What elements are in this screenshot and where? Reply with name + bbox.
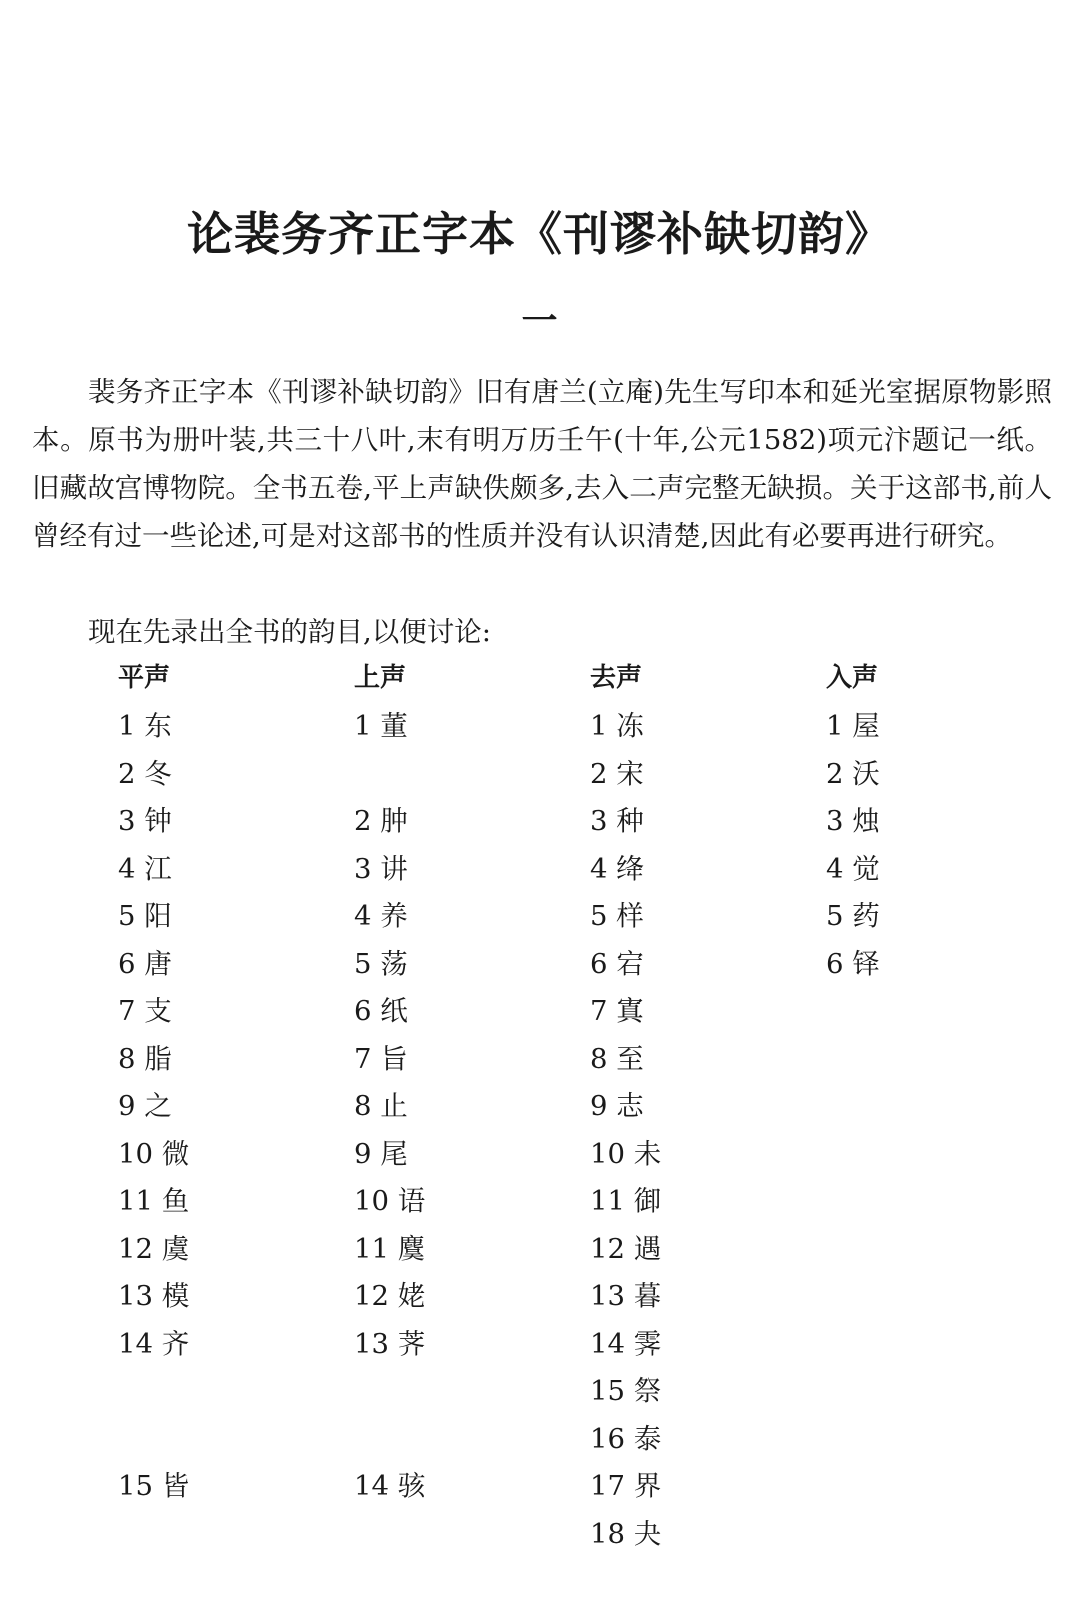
rhyme-cell-ru bbox=[826, 1222, 1062, 1270]
rhyme-cell-ru: 5 药 bbox=[826, 900, 880, 933]
rhyme-cell-qu: 4 绛 bbox=[590, 852, 644, 885]
rhyme-cell-ping: 6 唐 bbox=[118, 947, 172, 980]
rhyme-cell-shang: 7 旨 bbox=[354, 1042, 408, 1075]
rhyme-cell-shang: 1 董 bbox=[354, 710, 408, 743]
rhyme-cell-qu: 5 样 bbox=[590, 900, 644, 933]
table-row bbox=[118, 747, 1062, 795]
rhyme-cell-ru bbox=[826, 1175, 1062, 1223]
rhyme-cell-ping: 5 阳 bbox=[118, 900, 172, 933]
rhyme-cell-qu: 8 至 bbox=[590, 1042, 644, 1075]
table-row bbox=[118, 1080, 1062, 1128]
rhyme-cell-shang: 5 荡 bbox=[354, 947, 408, 980]
rhyme-cell-ru: 2 沃 bbox=[826, 757, 880, 790]
table-row bbox=[118, 937, 1062, 985]
table-row bbox=[118, 842, 1062, 890]
rhyme-cell-ping: 2 冬 bbox=[118, 757, 172, 790]
rhyme-cell-shang: 12 姥 bbox=[354, 1280, 426, 1313]
rhyme-table bbox=[118, 652, 1062, 1555]
rhyme-cell-ping: 10 微 bbox=[118, 1137, 190, 1170]
table-row bbox=[118, 1175, 1062, 1223]
table-row bbox=[118, 1127, 1062, 1175]
table-row bbox=[118, 1365, 1062, 1413]
rhyme-cell-ping: 9 之 bbox=[118, 1090, 172, 1123]
rhyme-cell-shang: 8 止 bbox=[354, 1090, 408, 1123]
rhyme-cell-shang bbox=[354, 747, 590, 795]
page-title: 论裴务齐正字本《刊谬补缺切韵》 bbox=[187, 207, 892, 261]
rhyme-cell-ru bbox=[826, 1507, 1062, 1555]
rhyme-cell-qu: 3 种 bbox=[590, 805, 644, 838]
column-header-ping: 平声 bbox=[118, 663, 171, 694]
rhyme-cell-qu: 1 冻 bbox=[590, 710, 644, 743]
table-row bbox=[118, 1317, 1062, 1365]
rhyme-table-body bbox=[118, 700, 1062, 1555]
rhyme-cell-qu: 12 遇 bbox=[590, 1232, 662, 1265]
paragraph-list-lead: 现在先录出全书的韵目,以便讨论: bbox=[88, 616, 492, 648]
rhyme-cell-ping: 15 皆 bbox=[118, 1470, 190, 1503]
rhyme-cell-qu: 13 暮 bbox=[590, 1280, 662, 1313]
rhyme-cell-shang: 4 养 bbox=[354, 900, 408, 933]
rhyme-cell-shang: 9 尾 bbox=[354, 1137, 408, 1170]
rhyme-cell-ru bbox=[826, 1032, 1062, 1080]
rhyme-cell-ru bbox=[826, 1127, 1062, 1175]
rhyme-cell-ru bbox=[826, 1365, 1062, 1413]
rhyme-cell-ping: 13 模 bbox=[118, 1280, 190, 1313]
rhyme-cell-shang: 6 纸 bbox=[354, 995, 408, 1028]
rhyme-cell-shang bbox=[354, 1507, 590, 1555]
paragraph-intro: 裴务齐正字本《刊谬补缺切韵》旧有唐兰(立庵)先生写印本和延光室据原物影照本。原书为册叶装,共三十八叶,末有明万历壬午(十年,公元1582)项元汴题记一纸。旧藏故宫博物院。全书五卷,平上声缺佚颇多,去入二声完整无缺损。关于这部书,前人曾经有过一些论述,可是对这部书的性质并没有认识清楚,因此有必要再进行研究。 bbox=[32, 376, 1052, 552]
table-row bbox=[118, 985, 1062, 1033]
rhyme-cell-ping: 4 江 bbox=[118, 852, 172, 885]
table-row bbox=[118, 1507, 1062, 1555]
table-row bbox=[118, 700, 1062, 748]
rhyme-cell-shang bbox=[354, 1412, 590, 1460]
rhyme-cell-qu: 9 志 bbox=[590, 1090, 644, 1123]
table-row bbox=[118, 1412, 1062, 1460]
table-row bbox=[118, 1222, 1062, 1270]
table-row bbox=[118, 1032, 1062, 1080]
table-row bbox=[118, 1270, 1062, 1318]
rhyme-cell-ping bbox=[118, 1365, 354, 1413]
rhyme-cell-ru bbox=[826, 1317, 1062, 1365]
rhyme-cell-ping: 3 钟 bbox=[118, 805, 172, 838]
rhyme-cell-qu: 11 御 bbox=[590, 1185, 662, 1218]
rhyme-cell-shang: 10 语 bbox=[354, 1185, 426, 1218]
rhyme-cell-qu: 14 霁 bbox=[590, 1327, 662, 1360]
column-header-ru: 入声 bbox=[826, 663, 879, 694]
rhyme-cell-ping: 7 支 bbox=[118, 995, 172, 1028]
rhyme-cell-ru bbox=[826, 1080, 1062, 1128]
rhyme-cell-shang: 13 荠 bbox=[354, 1327, 426, 1360]
rhyme-cell-ru bbox=[826, 1270, 1062, 1318]
table-row bbox=[118, 890, 1062, 938]
rhyme-cell-qu: 2 宋 bbox=[590, 757, 644, 790]
rhyme-cell-shang bbox=[354, 1365, 590, 1413]
rhyme-cell-ru bbox=[826, 1412, 1062, 1460]
rhyme-cell-qu: 16 泰 bbox=[590, 1422, 662, 1455]
rhyme-cell-ru: 6 铎 bbox=[826, 947, 880, 980]
rhyme-cell-ping: 8 脂 bbox=[118, 1042, 172, 1075]
rhyme-cell-shang: 14 骇 bbox=[354, 1470, 426, 1503]
rhyme-cell-ping bbox=[118, 1507, 354, 1555]
rhyme-cell-qu: 17 界 bbox=[590, 1470, 662, 1503]
rhyme-cell-ping: 1 东 bbox=[118, 710, 172, 743]
rhyme-cell-ru: 4 觉 bbox=[826, 852, 880, 885]
table-row bbox=[118, 1460, 1062, 1508]
column-header-shang: 上声 bbox=[354, 663, 407, 694]
section-number: 一 bbox=[521, 300, 558, 342]
rhyme-cell-ping: 11 鱼 bbox=[118, 1185, 190, 1218]
rhyme-cell-ru bbox=[826, 1460, 1062, 1508]
rhyme-cell-qu: 6 宕 bbox=[590, 947, 644, 980]
rhyme-cell-qu: 7 寘 bbox=[590, 995, 644, 1028]
rhyme-cell-ru: 3 烛 bbox=[826, 805, 880, 838]
rhyme-cell-shang: 2 肿 bbox=[354, 805, 408, 838]
rhyme-cell-ru bbox=[826, 985, 1062, 1033]
rhyme-cell-shang: 11 麌 bbox=[354, 1232, 426, 1265]
rhyme-cell-ping: 12 虞 bbox=[118, 1232, 190, 1265]
rhyme-cell-qu: 10 未 bbox=[590, 1137, 662, 1170]
rhyme-cell-qu: 18 夬 bbox=[590, 1517, 662, 1550]
table-row bbox=[118, 795, 1062, 843]
rhyme-cell-shang: 3 讲 bbox=[354, 852, 408, 885]
rhyme-cell-ru: 1 屋 bbox=[826, 710, 880, 743]
rhyme-cell-ping bbox=[118, 1412, 354, 1460]
column-header-qu: 去声 bbox=[590, 663, 643, 694]
rhyme-table-header-row bbox=[118, 652, 1062, 700]
rhyme-cell-ping: 14 齐 bbox=[118, 1327, 190, 1360]
rhyme-cell-qu: 15 祭 bbox=[590, 1375, 662, 1408]
